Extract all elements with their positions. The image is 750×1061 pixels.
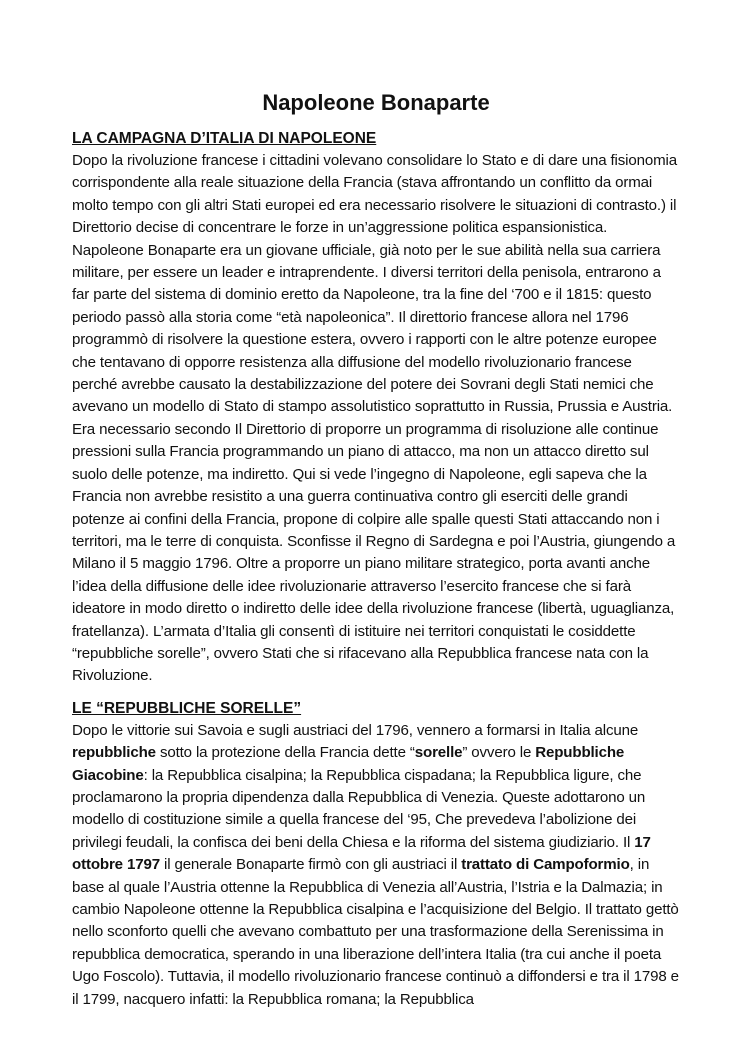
- bold-term: 17 ottobre 1797: [72, 833, 651, 874]
- text-run: : la Repubblica cisalpina; la Repubblica cispadana; la Repubblica ligure, che proclamarono la propria dipendenza dalla Repubblica di Venezia. Queste adottarono un modello di costituzione simile a quella francese del ‘95, Che prevedeva l’abolizione dei privilegi feudali, la confisca dei beni della Chiesa e la riforma del sistema giudiziario. Il: [72, 766, 646, 851]
- text-run: ” ovvero le: [462, 744, 536, 762]
- bold-term: repubbliche: [72, 744, 156, 762]
- bold-term: trattato di Campoformio: [461, 856, 630, 874]
- bold-term: sorelle: [414, 744, 463, 762]
- text-run: , in base al quale l’Austria ottenne la Repubblica di Venezia all’Austria, l’Istria e la Dalmazia; in cambio Napoleone ottenne la Repubblica cisalpina e l’acquisizione del Belgio. Il trattato gettò nello sconforto quelli che avevano combattuto per una trasformazione della Serenissima in repubblica democratica, sperando in una liberazione dell’intera Italia (tra cui anche il poeta Ugo Foscolo). Tuttavia, il modello rivoluzionario francese continuò a diffondersi e tra il 1798 e il 1799, nacquero infatti: la Repubblica romana; la Repubblica: [72, 856, 679, 1008]
- section-heading-campagna: LA CAMPAGNA D’ITALIA DI NAPOLEONE: [72, 130, 377, 147]
- section-body-repubbliche: [72, 720, 680, 1011]
- document-title: Napoleone Bonaparte: [262, 90, 490, 115]
- text-run: il generale Bonaparte firmò con gli austriaci il: [159, 856, 462, 874]
- section-body-campagna: [72, 150, 680, 688]
- text-run: Dopo le vittorie sui Savoia e sugli austriaci del 1796, vennero a formarsi in Italia alcune: [72, 721, 639, 739]
- text-run: Dopo la rivoluzione francese i cittadini volevano consolidare lo Stato e di dare una fisionomia corrispondente alla reale situazione della Francia (stava affrontando un conflitto da ormai molto tempo con gli altri Stati europei ed era necessario risolvere le situazioni di contrasto.) il Direttorio decise di concentrare le forze in un’aggressione politica espansionistica. Napoleone Bonaparte era un giovane ufficiale, già noto per le sue abilità nella sua carriera militare, per essere un leader e intraprendente. I diversi territori della penisola, entrarono a far parte del sistema di dominio eretto da Napoleone, tra la fine del ‘700 e il 1815: questo periodo passò alla storia come “età napoleonica”. Il direttorio francese allora nel 1796 programmò di risolvere la questione estera, ovvero i rapporti con le altre potenze europee che tentavano di opporre resistenza alla diffusione del modello rivoluzionario francese perché avrebbe causato la destabilizzazione del potere dei Sovrani degli Stati nemici che avevano un modello di Stato di stampo assolutistico soprattutto in Russia, Prussia e Austria. Era necessario secondo Il Direttorio di proporre un programma di risoluzione alle continue pressioni sulla Francia programmando un piano di attacco, ma non un attacco diretto sul suolo delle potenze, ma indiretto. Qui si vede l’ingegno di Napoleone, egli sapeva che la Francia non avrebbe resistito a una guerra continuativa contro gli eserciti delle grandi potenze ai confini della Francia, propone di colpire alle spalle questi Stati attaccando non i territori, ma le terre di conquista. Sconfisse il Regno di Sardegna e poi l’Austria, giungendo a Milano il 5 maggio 1796. Oltre a proporre un piano militare strategico, porta avanti anche l’idea della diffusione delle idee rivoluzionarie attraverso l’esercito francese che si farà ideatore in modo diretto o indiretto delle idee della rivoluzione francese (libertà, uguaglianza, fratellanza). L’armata d’Italia gli consentì di istituire nei territori conquistati le cosiddette “repubbliche sorelle”, ovvero Stati che si rifacevano alla Repubblica francese nata con la Rivoluzione.: [72, 152, 677, 685]
- bold-term: Repubbliche Giacobine: [72, 744, 625, 784]
- section-heading-repubbliche: LE “REPUBBLICHE SORELLE”: [72, 699, 302, 717]
- text-run: sotto la protezione della Francia dette “: [155, 744, 415, 762]
